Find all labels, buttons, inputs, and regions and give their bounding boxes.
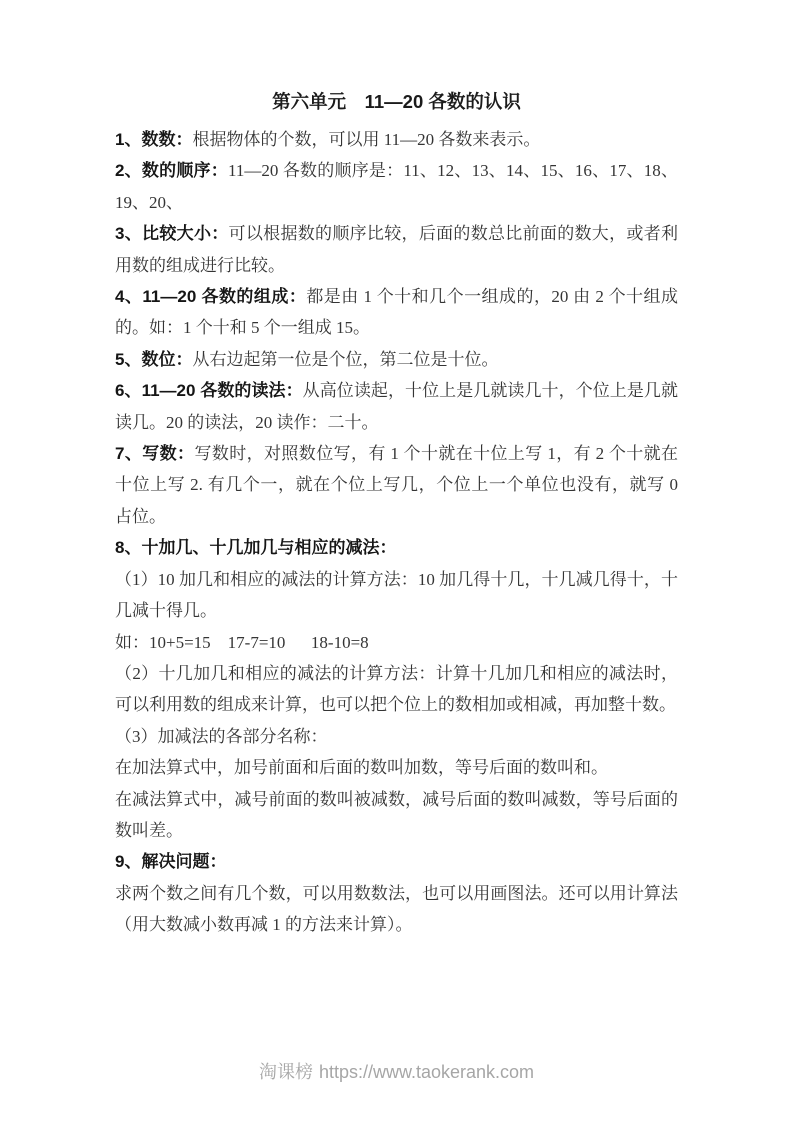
- section-text: 写数时，对照数位写，有 1 个十就在十位上写 1，有 2 个十就在十位上写 2. 有几个一，就在个位上写几，个位上一个单位也没有，就写 0 占位。: [115, 444, 683, 526]
- section-heading: 3、比较大小：: [115, 224, 229, 244]
- section-paragraph: [115, 375, 678, 438]
- section-text: 根据物体的个数，可以用 11—20 各数来表示。: [192, 130, 541, 149]
- footer-site-name: 淘课榜: [258, 1062, 313, 1082]
- section-paragraph: [115, 532, 678, 563]
- section-heading: 8、十加几、十几加几与相应的减法：: [115, 538, 397, 558]
- section-heading: 5、数位：: [115, 349, 193, 369]
- section-heading: 6、11—20 各数的读法：: [115, 381, 303, 401]
- section-paragraph: [115, 155, 678, 218]
- section-text: 都是由 1 个十和几个一组成的，20 由 2 个十组成的。如：1 个十和 5 个一组成 15。: [115, 287, 679, 338]
- section-paragraph: [115, 124, 678, 155]
- section-heading: 9、解决问题：: [115, 852, 227, 872]
- footer: [0, 1060, 793, 1084]
- section-paragraph: [115, 344, 678, 375]
- sub-paragraph: （3）加减法的各部分名称：: [115, 726, 328, 746]
- section-heading: 1、数数：: [115, 130, 193, 149]
- sub-paragraph: 如：10+5=15 17-7=10 18-10=8: [115, 632, 369, 652]
- sub-paragraph: （2）十几加几和相应的减法的计算方法：计算十几加几和相应的减法时，可以利用数的组成来计算，也可以把个位上的数相加或相减，再加整十数。: [115, 663, 678, 715]
- section-text: 从右边起第一位是个位，第二位是十位。: [192, 349, 499, 369]
- sub-paragraph: 求两个数之间有几个数，可以用数数法，也可以用画图法。还可以用计算法（用大数减小数再减 1 的方法来计算）。: [115, 883, 678, 935]
- section-paragraph: [115, 218, 678, 281]
- footer-url: https://www.taokerank.com: [318, 1062, 535, 1082]
- sub-paragraph: （1）10 加几和相应的减法的计算方法：10 加几得十几，十几减几得十，十几减十得几。: [115, 569, 678, 621]
- section-text: 11—20 各数的顺序是：11、12、13、14、15、16、17、18、19、20、: [115, 161, 678, 212]
- page-title: 第六单元 11—20 各数的认识: [272, 91, 521, 112]
- section-paragraph: [115, 438, 683, 532]
- document-body: [115, 124, 683, 941]
- section-text: 从高位读起，十位上是几就读几十，个位上是几就读几。20 的读法，20 读作：二十。: [115, 381, 678, 432]
- section-text: 可以根据数的顺序比较，后面的数总比前面的数大，或者利用数的组成进行比较。: [115, 224, 678, 275]
- sub-paragraph: 在加法算式中，加号前面和后面的数叫加数，等号后面的数叫和。: [115, 758, 608, 778]
- section-heading: 4、11—20 各数的组成：: [115, 287, 307, 307]
- section-heading: 2、数的顺序：: [115, 161, 228, 181]
- sub-paragraph: 在减法算式中，减号前面的数叫被减数，减号后面的数叫减数，等号后面的数叫差。: [115, 789, 678, 840]
- section-paragraph: [115, 281, 678, 344]
- section-paragraph: [115, 846, 678, 877]
- section-heading: 7、写数：: [115, 444, 195, 464]
